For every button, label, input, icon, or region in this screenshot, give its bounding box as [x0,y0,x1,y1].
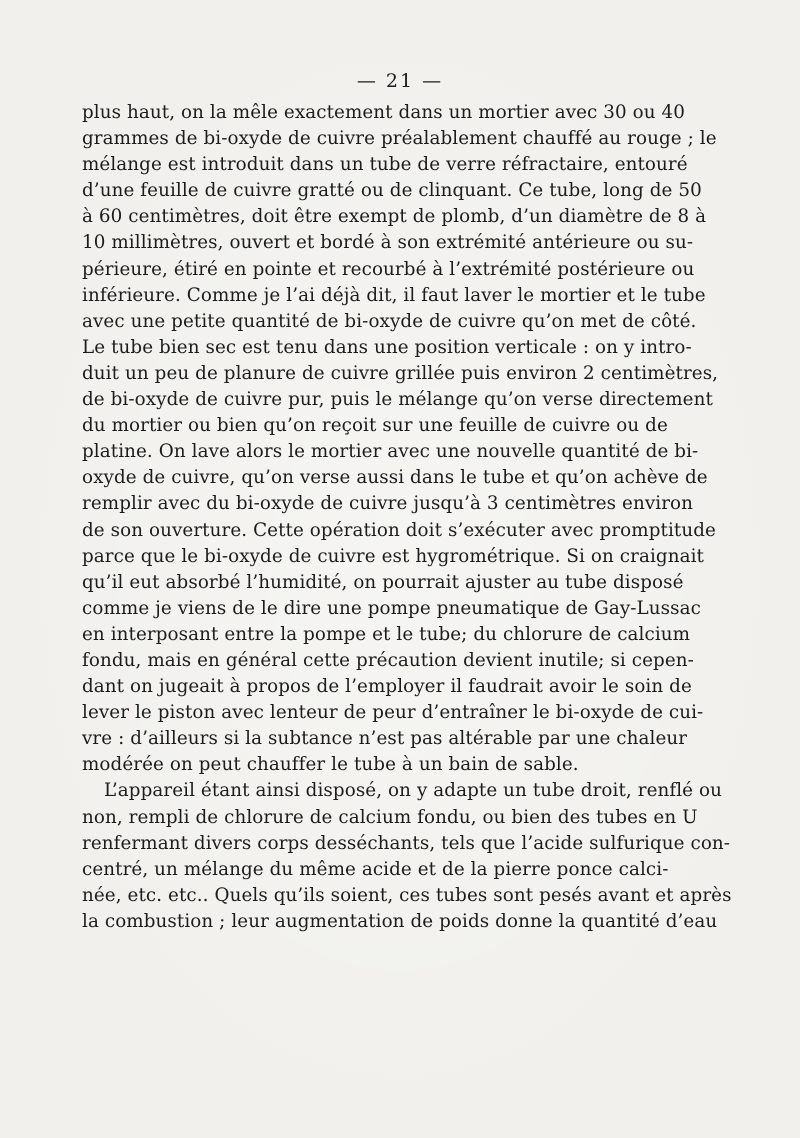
text-line: mélange est introduit dans un tube de verre réfractaire, entouré [82,154,688,176]
text-line: fondu, mais en général cette précaution devient inutile; si cepen- [82,649,694,671]
page-number-header: — 21 — [356,70,444,92]
text-line: d’une feuille de cuivre gratté ou de clinquant. Ce tube, long de 50 [82,180,702,202]
paragraph [82,100,719,778]
text-line: grammes de bi-oxyde de cuivre préalablement chauffé au rouge ; le [82,128,717,150]
paragraph [82,778,732,935]
text-line: non, rempli de chlorure de calcium fondu, ou bien des tubes en U [82,806,698,828]
text-line: périeure, étiré en pointe et recourbé à l’extrémité postérieure ou [82,258,695,280]
text-line: de bi-oxyde de cuivre pur, puis le mélange qu’on verse directement [82,389,713,411]
text-line: née, etc. etc.. Quels qu’ils soient, ces tubes sont pesés avant et après [82,884,732,906]
text-line: modérée on peut chauffer le tube à un bain de sable. [82,754,579,776]
text-line: remplir avec du bi-oxyde de cuivre jusqu’à 3 centimètres environ [82,493,694,515]
text-line: inférieure. Comme je l’ai déjà dit, il faut laver le mortier et le tube [82,284,706,306]
text-line: avec une petite quantité de bi-oxyde de cuivre qu’on met de côté. [82,310,697,332]
text-line: du mortier ou bien qu’on reçoit sur une feuille de cuivre ou de [82,415,668,437]
text-line: plus haut, on la mêle exactement dans un mortier avec 30 ou 40 [82,102,686,123]
text-line: comme je viens de le dire une pompe pneumatique de Gay-Lussac [82,597,701,619]
text-line: à 60 centimètres, doit être exempt de plomb, d’un diamètre de 8 à [82,206,707,228]
text-line: lever le piston avec lenteur de peur d’entraîner le bi-oxyde de cui- [82,702,704,724]
text-line: platine. On lave alors le mortier avec une nouvelle quantité de bi- [82,441,699,463]
text-line: la combustion ; leur augmentation de poids donne la quantité d’eau [82,910,718,932]
text-line: duit un peu de planure de cuivre grillée puis environ 2 centimètres, [82,362,719,384]
text-line: vre : d’ailleurs si la subtance n’est pas altérable par une chaleur [82,728,688,750]
text-line: oxyde de cuivre, qu’on verse aussi dans le tube et qu’on achève de [82,467,708,489]
body-text [82,100,732,935]
text-line: parce que le bi-oxyde de cuivre est hygrométrique. Si on craignait [82,545,704,567]
text-line: de son ouverture. Cette opération doit s’exécuter avec promptitude [82,519,716,541]
text-line: centré, un mélange du même acide et de la pierre ponce calci- [82,858,669,880]
text-line: qu’il eut absorbé l’humidité, on pourrait ajuster au tube disposé [82,571,684,593]
text-line: L’appareil étant ainsi disposé, on y adapte un tube droit, renflé ou [104,780,722,802]
text-line: dant on jugeait à propos de l’employer il faudrait avoir le soin de [82,676,692,698]
text-line: 10 millimètres, ouvert et bordé à son extrémité antérieure ou su- [82,232,694,254]
text-line: Le tube bien sec est tenu dans une position verticale : on y intro- [82,336,692,358]
text-line: renfermant divers corps desséchants, tels que l’acide sulfurique con- [82,832,731,854]
text-line: en interposant entre la pompe et le tube; du chlorure de calcium [82,623,691,645]
